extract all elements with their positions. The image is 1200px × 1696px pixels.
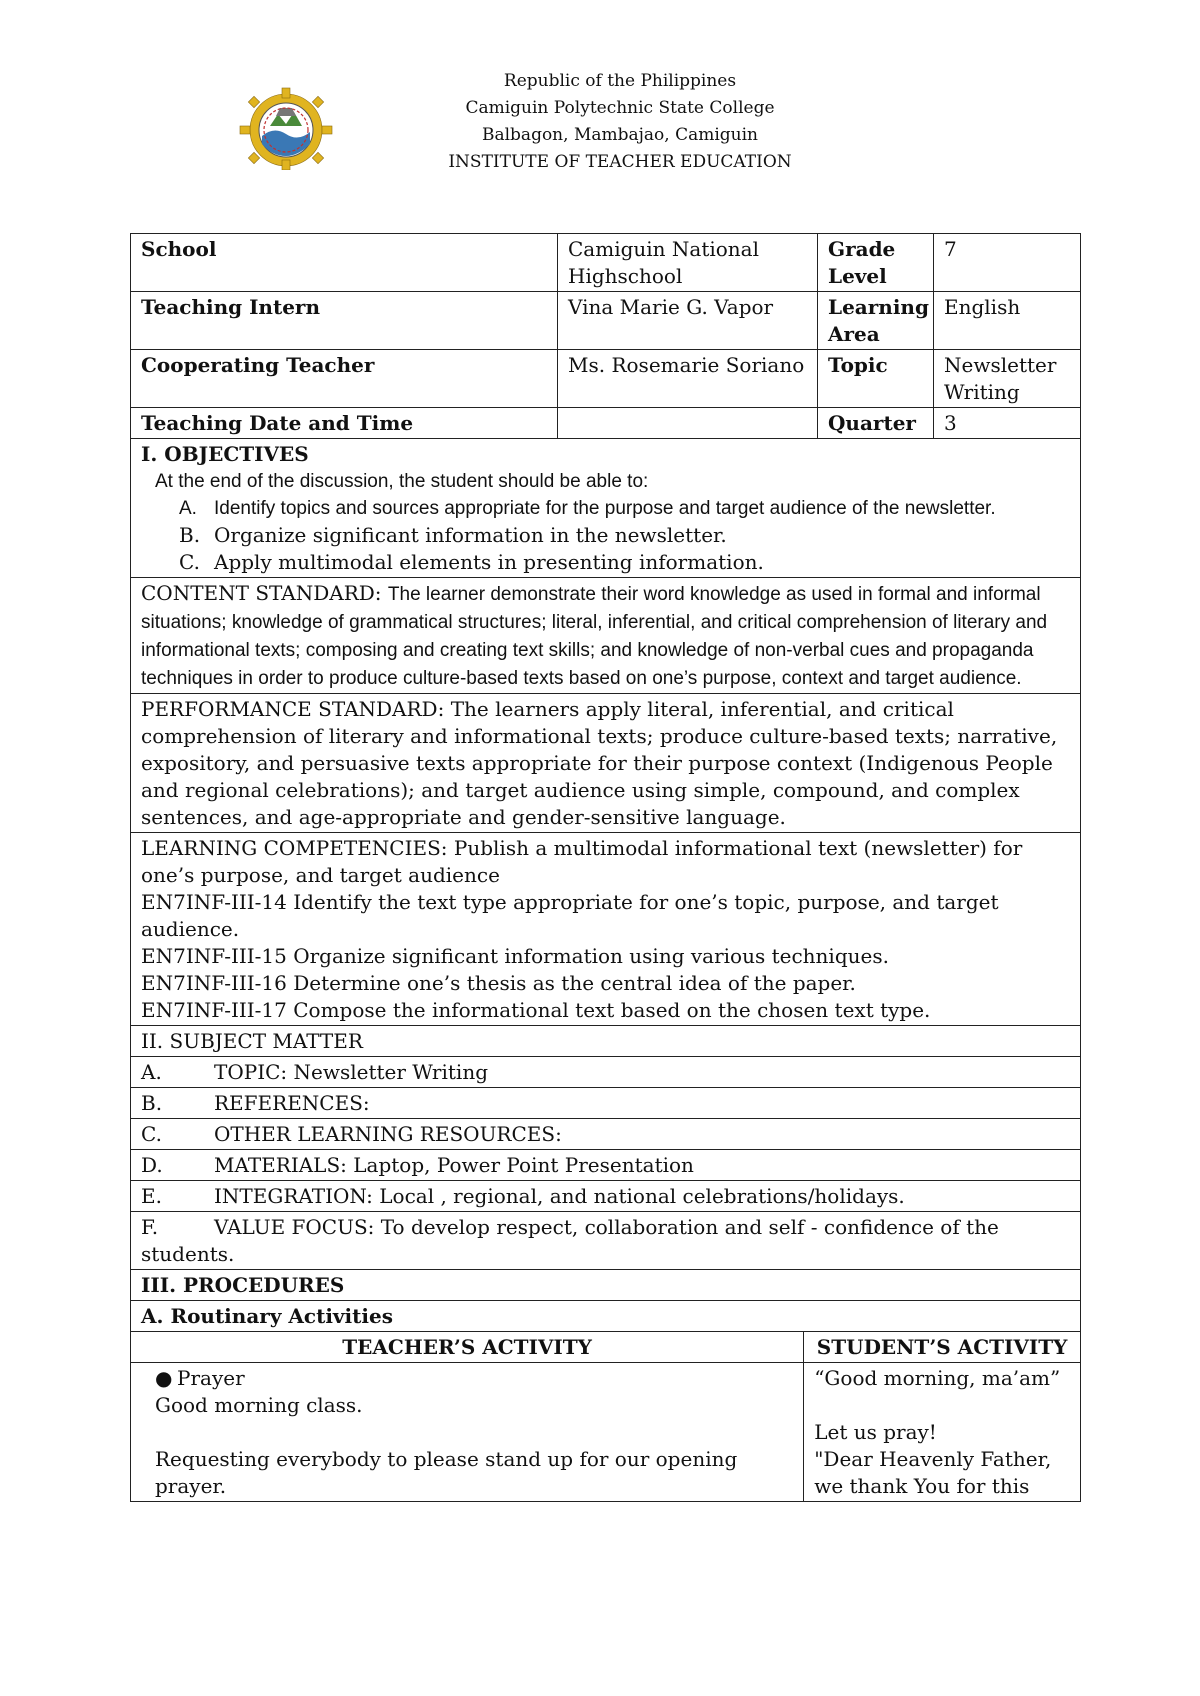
subject-item-row: [131, 1119, 1081, 1150]
objectives-intro: At the end of the discussion, the student should be able to:: [155, 471, 649, 492]
subject-text: TOPIC: Newsletter Writing: [214, 1060, 489, 1084]
activities-body-row: [131, 1363, 1080, 1502]
student-activity-cell: [804, 1363, 1080, 1502]
competency-item: EN7INF-III-15 Organize significant information using various techniques.: [141, 944, 889, 968]
info-row-intern: [131, 292, 1081, 350]
procedures-heading-row: [131, 1270, 1081, 1301]
subject-marker: B.: [141, 1091, 163, 1115]
content-standard-label: CONTENT STANDARD:: [141, 581, 388, 605]
quarter-value: 3: [934, 408, 1081, 439]
grade-level-label: Grade Level: [818, 234, 934, 292]
subject-text: REFERENCES:: [214, 1091, 370, 1115]
teaching-date-value: [558, 408, 818, 439]
subject-matter-heading: II. SUBJECT MATTER: [131, 1026, 1081, 1057]
college-seal-logo: [236, 86, 336, 170]
learning-area-label: Learning Area: [818, 292, 934, 350]
routinary-activities-heading: A. Routinary Activities: [131, 1301, 1081, 1332]
subject-marker: F.: [141, 1215, 159, 1239]
procedures-heading: III. PROCEDURES: [131, 1270, 1081, 1301]
subject-item-row: [131, 1181, 1081, 1212]
school-label: School: [131, 234, 558, 292]
routinary-heading-row: [131, 1301, 1081, 1332]
objective-marker: A.: [179, 498, 197, 519]
subject-marker: A.: [141, 1060, 162, 1084]
activities-header-row: [131, 1332, 1080, 1363]
subject-text: INTEGRATION: Local , regional, and national celebrations/holidays.: [214, 1184, 905, 1208]
objectives-heading: I. OBJECTIVES: [141, 442, 309, 466]
subject-text: MATERIALS: Laptop, Power Point Presentation: [214, 1153, 694, 1177]
subject-text: VALUE FOCUS: To develop respect, collaboration and self - confidence of the students.: [141, 1215, 999, 1266]
objective-item: [141, 549, 1070, 576]
cooperating-teacher-value: Ms. Rosemarie Soriano: [558, 350, 818, 408]
subject-item-row: [131, 1212, 1081, 1270]
objective-text: Identify topics and sources appropriate for the purpose and target audience of the newsletter.: [214, 498, 996, 519]
teacher-activity-header: TEACHER’S ACTIVITY: [131, 1332, 804, 1363]
competencies-row: [131, 833, 1081, 1026]
activities-table: [131, 1332, 1080, 1501]
cooperating-teacher-label: Cooperating Teacher: [131, 350, 558, 408]
prayer-bullet-item: [141, 1365, 793, 1392]
content-standard-text: The learner demonstrate their word knowledge as used in formal and informal situations; knowledge of grammatical structures; literal, inferential, and critical comprehension of literary and informational texts; composing and creating text skills; and knowledge of non-verbal cues and propaganda techniques in order to produce culture-based texts based on one’s purpose, context and target audience.: [141, 584, 1048, 689]
student-activity-header: STUDENT’S ACTIVITY: [804, 1332, 1080, 1363]
header-address: Balbagon, Mambajao, Camiguin: [481, 125, 758, 145]
competencies-intro: LEARNING COMPETENCIES: Publish a multimodal informational text (newsletter) for one’s purpose, and target audience: [141, 836, 1023, 887]
document-header: [0, 68, 1200, 176]
student-greeting: “Good morning, ma’am”: [814, 1366, 1061, 1390]
subject-item-row: [131, 1088, 1081, 1119]
objective-marker: B.: [179, 523, 201, 547]
topic-value: Newsletter Writing: [934, 350, 1081, 408]
header-college: Camiguin Polytechnic State College: [465, 98, 775, 118]
student-prayer-start: Let us pray!: [814, 1420, 937, 1444]
competency-item: EN7INF-III-16 Determine one’s thesis as the central idea of the paper.: [141, 971, 856, 995]
content-standard-row: [131, 578, 1081, 694]
teacher-activity-cell: [131, 1363, 804, 1502]
info-row-cooperating: [131, 350, 1081, 408]
objective-item: [141, 495, 1070, 522]
objectives-row: [131, 439, 1081, 578]
quarter-label: Quarter: [818, 408, 934, 439]
info-row-school: [131, 234, 1081, 292]
objective-text: Apply multimodal elements in presenting information.: [214, 550, 764, 574]
student-prayer-text: "Dear Heavenly Father, we thank You for this: [814, 1447, 1052, 1498]
header-institute: INSTITUTE OF TEACHER EDUCATION: [448, 152, 792, 172]
prayer-label: Prayer: [177, 1366, 245, 1390]
performance-standard-row: [131, 694, 1081, 833]
activities-row: [131, 1332, 1081, 1502]
subject-text: OTHER LEARNING RESOURCES:: [214, 1122, 562, 1146]
subject-item-row: [131, 1150, 1081, 1181]
teacher-greeting: Good morning class.: [155, 1393, 363, 1417]
learning-area-value: English: [934, 292, 1081, 350]
lesson-plan-table: [130, 233, 1081, 1502]
school-value: Camiguin National Highschool: [558, 234, 818, 292]
subject-matter-heading-row: [131, 1026, 1081, 1057]
intern-label: Teaching Intern: [131, 292, 558, 350]
competency-item: EN7INF-III-17 Compose the informational text based on the chosen text type.: [141, 998, 931, 1022]
objective-text: Organize significant information in the newsletter.: [214, 523, 727, 547]
subject-marker: C.: [141, 1122, 162, 1146]
topic-label: Topic: [818, 350, 934, 408]
intern-value: Vina Marie G. Vapor: [558, 292, 818, 350]
performance-standard-text: PERFORMANCE STANDARD: The learners apply literal, inferential, and critical comprehension of literary and informational texts; produce culture-based texts; narrative, expository, and persuasive texts appropriate for their purpose context (Indigenous People and regional celebrations); and target audience using simple, compound, and complex sentences, and age-appropriate and gender-sensitive language.: [131, 694, 1081, 833]
subject-marker: E.: [141, 1184, 162, 1208]
teacher-prayer-request: Requesting everybody to please stand up for our opening prayer.: [155, 1447, 738, 1498]
teaching-date-label: Teaching Date and Time: [131, 408, 558, 439]
subject-item-row: [131, 1057, 1081, 1088]
subject-marker: D.: [141, 1153, 163, 1177]
objective-marker: C.: [179, 550, 200, 574]
objective-item: [141, 522, 1070, 549]
bullet-dot-icon: ●: [155, 1366, 173, 1390]
header-republic: Republic of the Philippines: [503, 71, 737, 91]
competency-item: EN7INF-III-14 Identify the text type appropriate for one’s topic, purpose, and target audience.: [141, 890, 999, 941]
grade-level-value: 7: [934, 234, 1081, 292]
info-row-date: [131, 408, 1081, 439]
